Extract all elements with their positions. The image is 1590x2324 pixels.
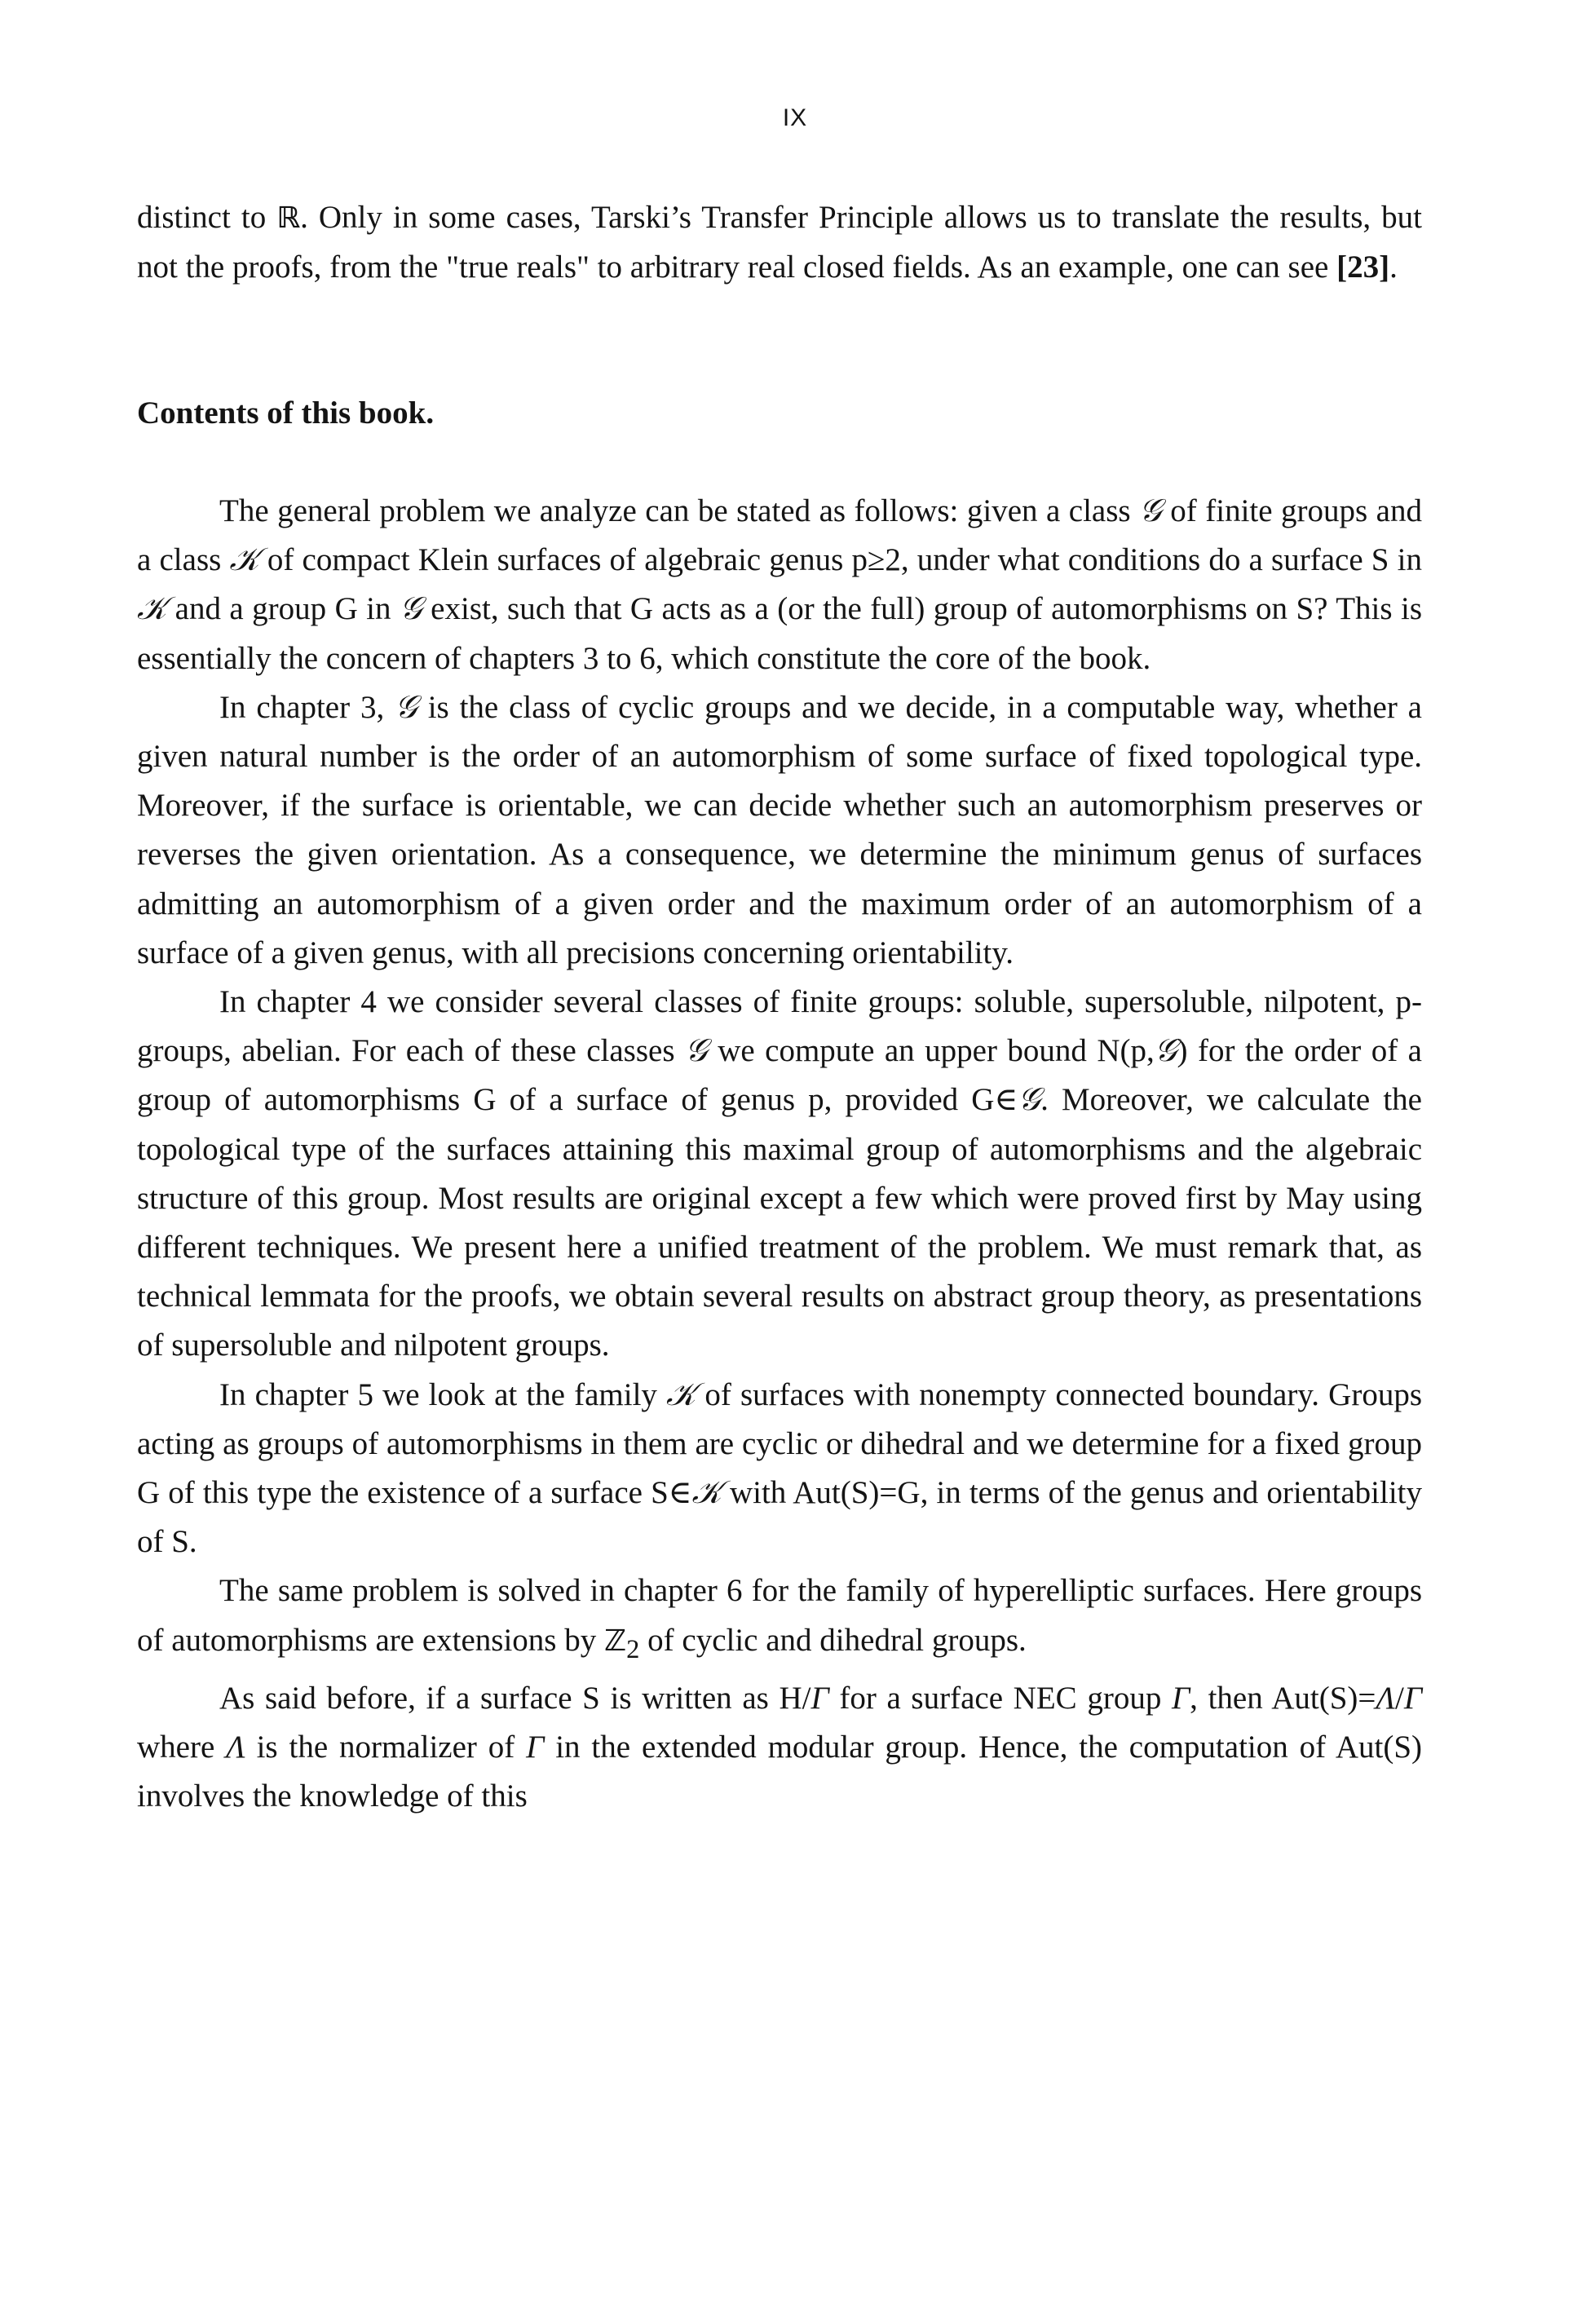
class-k-symbol: 𝒦	[666, 1376, 696, 1413]
text-segment: of cyclic and dihedral groups.	[639, 1622, 1027, 1658]
lambda-symbol: Λ	[226, 1729, 245, 1765]
class-g-symbol: 𝒢	[399, 590, 422, 628]
page-number: IX	[782, 104, 808, 131]
text-segment: distinct to	[137, 200, 277, 235]
text-segment: The same problem is solved in chapter 6 for the family of hyperelliptic surfaces. Here groups of automorphisms are extensions by	[137, 1573, 1422, 1658]
text-segment: /	[1394, 1680, 1404, 1716]
paragraph-problem-statement	[137, 487, 1422, 683]
section-heading: Contents of this book.	[137, 395, 435, 431]
gamma-symbol: Γ	[1171, 1680, 1190, 1716]
paragraph-chapter-4	[137, 978, 1422, 1371]
citation: [23]	[1336, 250, 1390, 285]
class-g-symbol: 𝒢	[684, 1032, 708, 1070]
intro-text	[137, 193, 1422, 292]
text-segment: with Aut(S)=G, in terms of the genus and orientability of S.	[137, 1475, 1422, 1560]
paragraph-chapter-3	[137, 683, 1422, 978]
text-segment: and a group G in	[166, 591, 400, 627]
text-segment: in the extended modular group. Hence, the computation of Aut(S) involves the knowledge of this	[137, 1729, 1422, 1814]
text-segment: . Moreover, we calculate the topological type of the surfaces attaining this maximal group of automorphisms and the algebraic structure of this group. Most results are original except a few which were proved first by May using different techniques. We present here a unified treatment of the problem. We must remark that, as technical lemmata for the proofs, we obtain several results on abstract group theory, as presentations of supersoluble and nilpotent groups.	[137, 1082, 1422, 1363]
paragraph-normalizer	[137, 1674, 1422, 1822]
text-segment: In chapter 4 we consider several classes of finite groups: soluble, supersoluble, nilpotent, p-groups, abelian. For each of these classes	[137, 984, 1422, 1069]
text-segment: of finite groups and a class	[137, 493, 1422, 578]
text-segment: As said before, if a surface S is written as H/	[219, 1680, 811, 1716]
text-segment: is the class of cyclic groups and we decide, in a computable way, whether a given natural number is the order of an automorphism of some surface of fixed topological type. Moreover, if the surface is orientable, we can decide whether such an automorphism preserves or reverses the given orientation. As a consequence, we determine the minimum genus of surfaces admitting an automorphism of a given order and the maximum order of an automorphism of a surface of a given genus, with all precisions concerning orientability.	[137, 689, 1422, 970]
class-k-symbol: 𝒦	[229, 541, 259, 579]
gamma-symbol: Γ	[526, 1729, 545, 1765]
subscript-two: 2	[626, 1634, 640, 1664]
main-text	[137, 487, 1422, 1821]
lambda-symbol: Λ	[1376, 1680, 1395, 1716]
text-segment: ) for the order of a group of automorphisms G of a surface of genus p, provided G∈	[137, 1033, 1422, 1118]
text-segment: In chapter 3,	[219, 689, 395, 725]
class-k-symbol: 𝒦	[137, 590, 167, 628]
text-segment: for a surface NEC group	[828, 1680, 1172, 1716]
gamma-symbol: Γ	[810, 1680, 829, 1716]
class-g-symbol: 𝒢	[395, 688, 417, 726]
text-segment: . Only in some cases, Tarski’s Transfer Principle allows us to translate the results, but not the proofs, from the "true reals" to arbitrary real closed fields. As an example, one can see	[137, 200, 1422, 285]
text-segment: of compact Klein surfaces of algebraic genus p≥2, under what conditions do a surface S in	[258, 542, 1422, 578]
text-segment: .	[1389, 250, 1398, 285]
gamma-symbol: Γ	[1403, 1680, 1422, 1716]
paragraph-chapter-5	[137, 1371, 1422, 1567]
reals-symbol: ℝ	[276, 201, 301, 235]
text-segment: , then Aut(S)=	[1190, 1680, 1376, 1716]
class-k-symbol: 𝒦	[691, 1474, 722, 1512]
intro-paragraph	[137, 193, 1422, 292]
text-segment: is the normalizer of	[245, 1729, 527, 1765]
text-segment: exist, such that G acts as a (or the full) group of automorphisms on S? This is essentially the concern of chapters 3 to 6, which constitute the core of the book.	[137, 591, 1423, 676]
text-segment: of surfaces with nonempty connected boundary. Groups acting as groups of automorphisms in them are cyclic or dihedral and we determine for a fixed group G of this type the existence of a surface S∈	[137, 1376, 1422, 1511]
text-segment: The general problem we analyze can be stated as follows: given a class	[219, 493, 1140, 528]
text-segment: we compute an upper bound N(p,	[707, 1033, 1155, 1069]
class-g-symbol: 𝒢	[1018, 1081, 1041, 1119]
class-g-symbol: 𝒢	[1139, 493, 1162, 529]
text-segment: where	[137, 1729, 227, 1765]
class-g-symbol: 𝒢	[1154, 1032, 1177, 1070]
integers-symbol: ℤ	[603, 1624, 627, 1658]
text-segment: In chapter 5 we look at the family	[219, 1376, 667, 1412]
paragraph-chapter-6	[137, 1566, 1422, 1673]
